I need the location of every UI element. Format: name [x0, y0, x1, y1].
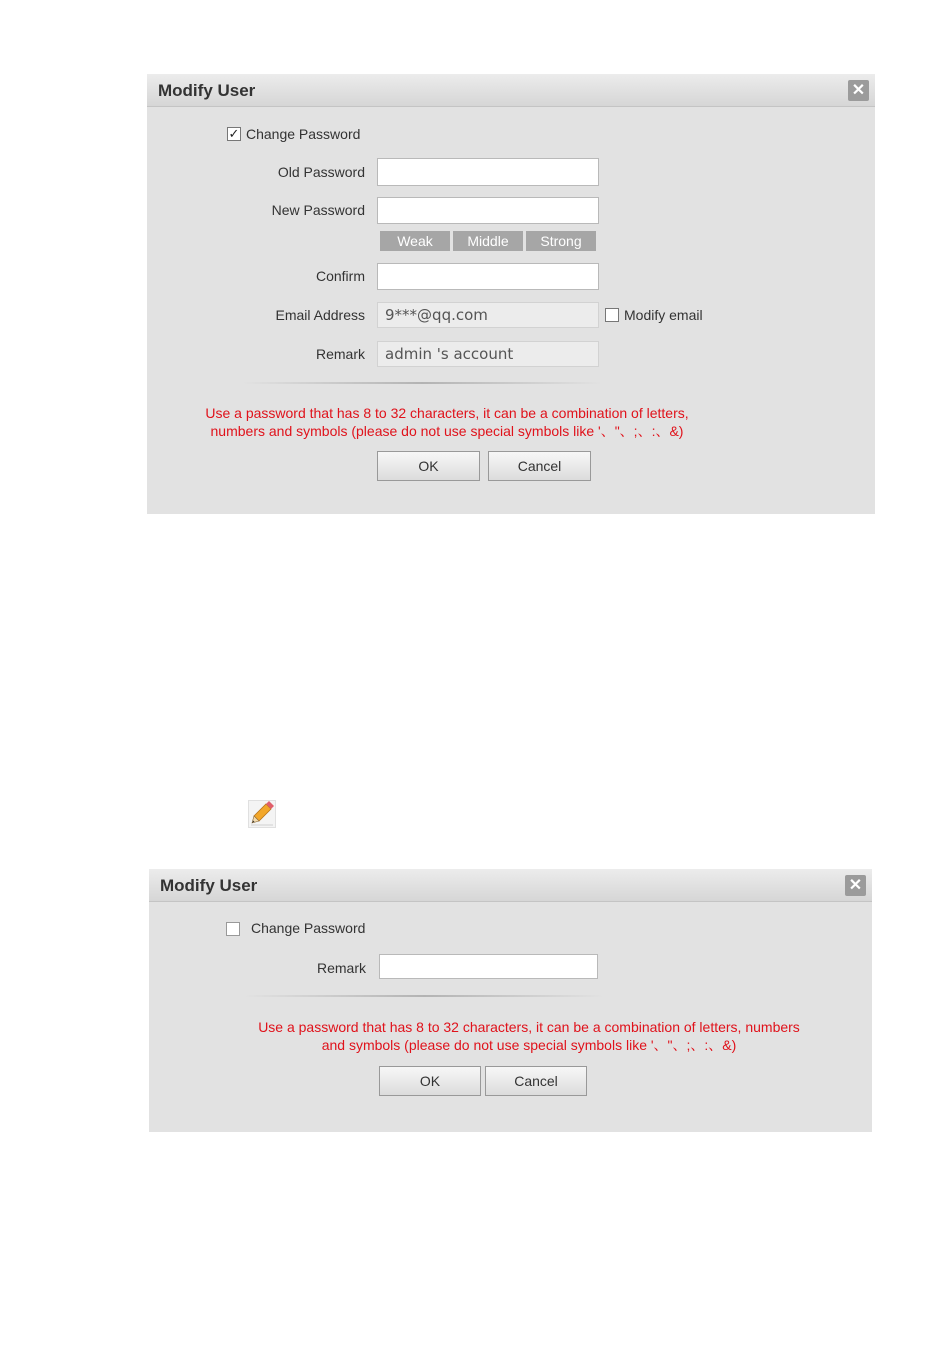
password-hint-line2: numbers and symbols (please do not use special symbols like '、"、;、:、&) — [210, 423, 684, 439]
remark-label: Remark — [315, 346, 365, 362]
remark-label: Remark — [316, 960, 366, 976]
cancel-button[interactable]: Cancel — [485, 1066, 587, 1096]
divider — [244, 995, 604, 997]
pencil-edit-icon[interactable] — [248, 800, 276, 828]
password-hint — [189, 1018, 869, 1054]
password-hint-line1: Use a password that has 8 to 32 characters, it can be a combination of letters, numbers — [258, 1019, 800, 1035]
strength-strong: Strong — [526, 231, 596, 251]
confirm-label: Confirm — [315, 268, 365, 284]
modify-user-dialog-basic — [149, 869, 872, 1132]
close-icon[interactable]: ✕ — [845, 875, 866, 896]
remark-input[interactable] — [379, 954, 598, 979]
email-address-label: Email Address — [275, 307, 365, 323]
change-password-checkbox[interactable] — [226, 922, 240, 936]
dialog-title: Modify User — [158, 81, 256, 100]
strength-weak: Weak — [380, 231, 450, 251]
dialog-title: Modify User — [160, 876, 258, 895]
ok-button[interactable]: OK — [377, 451, 480, 481]
ok-button[interactable]: OK — [379, 1066, 481, 1096]
new-password-input[interactable] — [377, 197, 599, 224]
modify-email-label: Modify email — [624, 307, 703, 323]
old-password-input[interactable] — [377, 158, 599, 186]
dialog-titlebar[interactable] — [149, 869, 872, 902]
email-address-input[interactable] — [377, 302, 599, 328]
password-hint-line2: and symbols (please do not use special symbols like '、"、;、:、&) — [321, 1037, 737, 1053]
change-password-label: Change Password — [251, 920, 366, 936]
confirm-password-input[interactable] — [377, 263, 599, 290]
modify-email-checkbox[interactable] — [605, 308, 619, 322]
change-password-checkbox[interactable]: ✓ — [228, 126, 240, 141]
close-icon[interactable]: ✕ — [848, 80, 869, 101]
modify-user-dialog-password — [147, 74, 875, 514]
strength-middle: Middle — [453, 231, 523, 251]
divider — [242, 382, 602, 384]
old-password-label: Old Password — [277, 164, 365, 180]
remark-input[interactable] — [377, 341, 599, 367]
password-hint-line1: Use a password that has 8 to 32 characters, it can be a combination of letters, — [205, 405, 689, 421]
cancel-button[interactable]: Cancel — [488, 451, 591, 481]
dialog-titlebar[interactable] — [147, 74, 875, 107]
new-password-label: New Password — [271, 202, 365, 218]
change-password-label: Change Password — [246, 126, 361, 142]
password-hint — [167, 404, 727, 440]
